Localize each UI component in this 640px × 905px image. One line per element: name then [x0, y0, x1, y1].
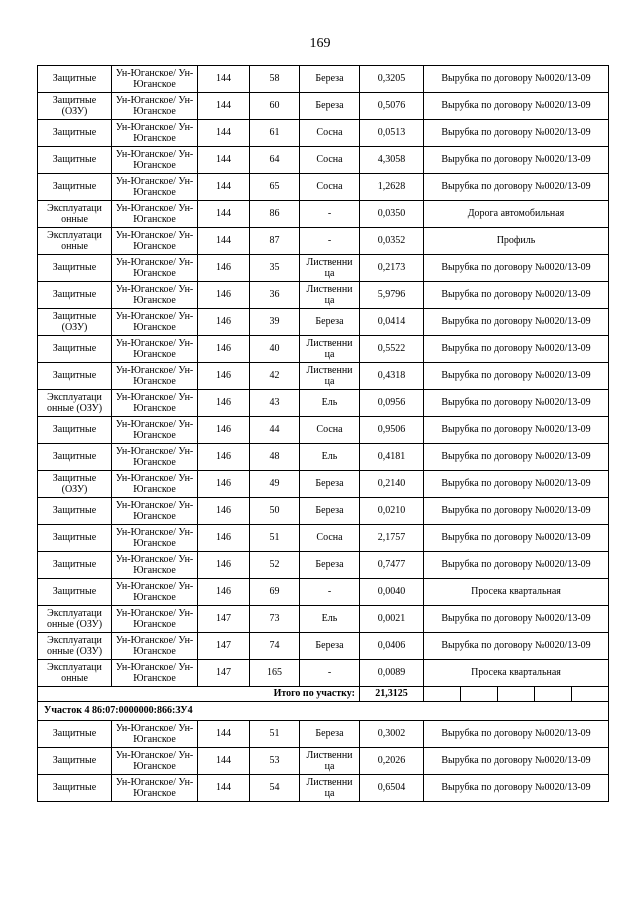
section-cell: 51 — [250, 721, 300, 748]
forestry-cell: Ун-Юганское/ Ун-Юганское — [112, 309, 198, 336]
table-row — [38, 660, 609, 687]
forestry-cell: Ун-Юганское/ Ун-Юганское — [112, 390, 198, 417]
category-cell: Защитные — [38, 120, 112, 147]
purpose-cell: Вырубка по договору №0020/13-09 — [424, 525, 609, 552]
species-cell: Ель — [300, 444, 360, 471]
section-cell: 44 — [250, 417, 300, 444]
total-label: Итого по участку: — [38, 687, 360, 702]
table-row — [38, 174, 609, 201]
section-cell: 87 — [250, 228, 300, 255]
quarter-cell: 146 — [198, 471, 250, 498]
forestry-cell: Ун-Юганское/ Ун-Юганское — [112, 336, 198, 363]
quarter-cell: 146 — [198, 498, 250, 525]
section-cell: 36 — [250, 282, 300, 309]
area-cell: 0,3205 — [360, 66, 424, 93]
purpose-cell: Вырубка по договору №0020/13-09 — [424, 471, 609, 498]
category-cell: Защитные — [38, 721, 112, 748]
forestry-cell: Ун-Юганское/ Ун-Юганское — [112, 525, 198, 552]
category-cell: Защитные — [38, 282, 112, 309]
section-cell: 48 — [250, 444, 300, 471]
table-row — [38, 721, 609, 748]
section-cell: 53 — [250, 748, 300, 775]
category-cell: Защитные — [38, 363, 112, 390]
category-cell: Эксплуатаци онные — [38, 201, 112, 228]
species-cell: Сосна — [300, 174, 360, 201]
purpose-cell: Вырубка по договору №0020/13-09 — [424, 498, 609, 525]
table-row — [38, 606, 609, 633]
quarter-cell: 144 — [198, 721, 250, 748]
section-cell: 40 — [250, 336, 300, 363]
species-cell: - — [300, 579, 360, 606]
purpose-cell: Вырубка по договору №0020/13-09 — [424, 255, 609, 282]
quarter-cell: 146 — [198, 390, 250, 417]
category-cell: Защитные — [38, 417, 112, 444]
forestry-cell: Ун-Юганское/ Ун-Юганское — [112, 228, 198, 255]
forest-plots-table — [37, 65, 609, 802]
species-cell: - — [300, 201, 360, 228]
purpose-cell: Вырубка по договору №0020/13-09 — [424, 417, 609, 444]
purpose-cell: Вырубка по договору №0020/13-09 — [424, 174, 609, 201]
section-cell: 39 — [250, 309, 300, 336]
quarter-cell: 146 — [198, 282, 250, 309]
forestry-cell: Ун-Юганское/ Ун-Юганское — [112, 633, 198, 660]
total-row — [38, 687, 609, 702]
forestry-cell: Ун-Юганское/ Ун-Юганское — [112, 255, 198, 282]
forestry-cell: Ун-Юганское/ Ун-Юганское — [112, 93, 198, 120]
section-cell: 58 — [250, 66, 300, 93]
quarter-cell: 146 — [198, 255, 250, 282]
species-cell: Ель — [300, 390, 360, 417]
species-cell: Ель — [300, 606, 360, 633]
species-cell: Лиственни ца — [300, 775, 360, 802]
forestry-cell: Ун-Юганское/ Ун-Юганское — [112, 282, 198, 309]
species-cell: Береза — [300, 93, 360, 120]
table-row — [38, 633, 609, 660]
purpose-cell: Вырубка по договору №0020/13-09 — [424, 66, 609, 93]
section-cell: 42 — [250, 363, 300, 390]
category-cell: Эксплуатаци онные (ОЗУ) — [38, 390, 112, 417]
purpose-cell: Вырубка по договору №0020/13-09 — [424, 147, 609, 174]
area-cell: 0,2026 — [360, 748, 424, 775]
category-cell: Защитные — [38, 444, 112, 471]
section-cell: 74 — [250, 633, 300, 660]
table-row — [38, 390, 609, 417]
category-cell: Эксплуатаци онные (ОЗУ) — [38, 606, 112, 633]
section-cell: 61 — [250, 120, 300, 147]
species-cell: Лиственни ца — [300, 336, 360, 363]
forestry-cell: Ун-Юганское/ Ун-Юганское — [112, 174, 198, 201]
forestry-cell: Ун-Юганское/ Ун-Юганское — [112, 721, 198, 748]
category-cell: Защитные (ОЗУ) — [38, 309, 112, 336]
species-cell: Береза — [300, 633, 360, 660]
category-cell: Защитные — [38, 498, 112, 525]
forestry-cell: Ун-Юганское/ Ун-Юганское — [112, 147, 198, 174]
forestry-cell: Ун-Юганское/ Ун-Юганское — [112, 552, 198, 579]
section-cell: 54 — [250, 775, 300, 802]
species-cell: Сосна — [300, 147, 360, 174]
quarter-cell: 146 — [198, 579, 250, 606]
forestry-cell: Ун-Юганское/ Ун-Юганское — [112, 120, 198, 147]
quarter-cell: 146 — [198, 363, 250, 390]
species-cell: - — [300, 660, 360, 687]
quarter-cell: 146 — [198, 525, 250, 552]
quarter-cell: 144 — [198, 147, 250, 174]
table-row — [38, 120, 609, 147]
area-cell: 0,5076 — [360, 93, 424, 120]
purpose-cell: Вырубка по договору №0020/13-09 — [424, 120, 609, 147]
category-cell: Защитные — [38, 174, 112, 201]
purpose-cell: Вырубка по договору №0020/13-09 — [424, 93, 609, 120]
purpose-cell: Профиль — [424, 228, 609, 255]
area-cell: 0,0414 — [360, 309, 424, 336]
area-cell: 0,0513 — [360, 120, 424, 147]
quarter-cell: 144 — [198, 228, 250, 255]
page-number: 169 — [309, 36, 331, 51]
species-cell: Лиственни ца — [300, 748, 360, 775]
area-cell: 0,4318 — [360, 363, 424, 390]
section-cell: 69 — [250, 579, 300, 606]
table-row — [38, 552, 609, 579]
quarter-cell: 146 — [198, 417, 250, 444]
species-cell: Сосна — [300, 525, 360, 552]
quarter-cell: 146 — [198, 309, 250, 336]
table-row — [38, 309, 609, 336]
table-row — [38, 363, 609, 390]
area-cell: 0,0210 — [360, 498, 424, 525]
area-cell: 0,0021 — [360, 606, 424, 633]
section-cell: 35 — [250, 255, 300, 282]
category-cell: Эксплуатаци онные — [38, 228, 112, 255]
category-cell: Эксплуатаци онные — [38, 660, 112, 687]
species-cell: Береза — [300, 552, 360, 579]
quarter-cell: 144 — [198, 775, 250, 802]
table-row — [38, 147, 609, 174]
purpose-cell: Вырубка по договору №0020/13-09 — [424, 606, 609, 633]
area-cell: 0,0040 — [360, 579, 424, 606]
quarter-cell: 147 — [198, 633, 250, 660]
forestry-cell: Ун-Юганское/ Ун-Юганское — [112, 748, 198, 775]
quarter-cell: 144 — [198, 201, 250, 228]
category-cell: Защитные — [38, 525, 112, 552]
category-cell: Защитные — [38, 579, 112, 606]
category-cell: Защитные — [38, 66, 112, 93]
area-cell: 5,9796 — [360, 282, 424, 309]
quarter-cell: 146 — [198, 336, 250, 363]
species-cell: Лиственни ца — [300, 282, 360, 309]
purpose-cell: Просека квартальная — [424, 579, 609, 606]
area-cell: 0,7477 — [360, 552, 424, 579]
purpose-cell: Вырубка по договору №0020/13-09 — [424, 748, 609, 775]
table-row — [38, 93, 609, 120]
table-row — [38, 525, 609, 552]
table-row — [38, 471, 609, 498]
purpose-cell: Вырубка по договору №0020/13-09 — [424, 775, 609, 802]
species-cell: Лиственни ца — [300, 363, 360, 390]
area-cell: 2,1757 — [360, 525, 424, 552]
purpose-cell: Вырубка по договору №0020/13-09 — [424, 336, 609, 363]
purpose-cell: Вырубка по договору №0020/13-09 — [424, 309, 609, 336]
area-cell: 0,9506 — [360, 417, 424, 444]
section-cell: 60 — [250, 93, 300, 120]
species-cell: Береза — [300, 471, 360, 498]
forestry-cell: Ун-Юганское/ Ун-Юганское — [112, 471, 198, 498]
purpose-cell: Вырубка по договору №0020/13-09 — [424, 721, 609, 748]
quarter-cell: 147 — [198, 606, 250, 633]
species-cell: Сосна — [300, 417, 360, 444]
forestry-cell: Ун-Юганское/ Ун-Юганское — [112, 66, 198, 93]
forestry-cell: Ун-Юганское/ Ун-Юганское — [112, 201, 198, 228]
table-row — [38, 775, 609, 802]
section-cell: 165 — [250, 660, 300, 687]
area-cell: 0,2140 — [360, 471, 424, 498]
category-cell: Защитные (ОЗУ) — [38, 93, 112, 120]
section-cell: 43 — [250, 390, 300, 417]
quarter-cell: 144 — [198, 93, 250, 120]
purpose-cell: Вырубка по договору №0020/13-09 — [424, 363, 609, 390]
forestry-cell: Ун-Юганское/ Ун-Юганское — [112, 498, 198, 525]
section-cell: 86 — [250, 201, 300, 228]
species-cell: Береза — [300, 309, 360, 336]
area-cell: 0,0956 — [360, 390, 424, 417]
section-cell: 52 — [250, 552, 300, 579]
area-cell: 0,0350 — [360, 201, 424, 228]
species-cell: - — [300, 228, 360, 255]
table-row — [38, 748, 609, 775]
quarter-cell: 144 — [198, 66, 250, 93]
quarter-cell: 146 — [198, 444, 250, 471]
category-cell: Защитные — [38, 147, 112, 174]
forestry-cell: Ун-Юганское/ Ун-Юганское — [112, 363, 198, 390]
table-row — [38, 66, 609, 93]
area-cell: 4,3058 — [360, 147, 424, 174]
forestry-cell: Ун-Юганское/ Ун-Юганское — [112, 579, 198, 606]
section-cell: 64 — [250, 147, 300, 174]
table-row — [38, 228, 609, 255]
category-cell: Защитные — [38, 336, 112, 363]
species-cell: Береза — [300, 66, 360, 93]
quarter-cell: 147 — [198, 660, 250, 687]
category-cell: Защитные — [38, 775, 112, 802]
forestry-cell: Ун-Юганское/ Ун-Юганское — [112, 775, 198, 802]
area-cell: 0,3002 — [360, 721, 424, 748]
table-row — [38, 579, 609, 606]
purpose-cell: Дорога автомобильная — [424, 201, 609, 228]
section-cell: 65 — [250, 174, 300, 201]
category-cell: Защитные — [38, 748, 112, 775]
species-cell: Береза — [300, 498, 360, 525]
area-cell: 0,0352 — [360, 228, 424, 255]
table-row — [38, 255, 609, 282]
category-cell: Защитные (ОЗУ) — [38, 471, 112, 498]
category-cell: Защитные — [38, 255, 112, 282]
forestry-cell: Ун-Юганское/ Ун-Юганское — [112, 606, 198, 633]
table-row — [38, 336, 609, 363]
category-cell: Защитные — [38, 552, 112, 579]
area-cell: 0,4181 — [360, 444, 424, 471]
area-cell: 0,0089 — [360, 660, 424, 687]
quarter-cell: 144 — [198, 120, 250, 147]
area-cell: 0,6504 — [360, 775, 424, 802]
area-cell: 0,5522 — [360, 336, 424, 363]
section-cell: 51 — [250, 525, 300, 552]
total-empty-cells — [424, 687, 609, 702]
purpose-cell: Вырубка по договору №0020/13-09 — [424, 552, 609, 579]
forestry-cell: Ун-Юганское/ Ун-Юганское — [112, 660, 198, 687]
area-cell: 0,2173 — [360, 255, 424, 282]
species-cell: Береза — [300, 721, 360, 748]
purpose-cell: Вырубка по договору №0020/13-09 — [424, 282, 609, 309]
purpose-cell: Просека квартальная — [424, 660, 609, 687]
total-value: 21,3125 — [360, 687, 424, 702]
section-cell: 49 — [250, 471, 300, 498]
section-title: Участок 4 86:07:0000000:866:ЗУ4 — [38, 702, 609, 721]
table-row — [38, 282, 609, 309]
quarter-cell: 144 — [198, 748, 250, 775]
table-row — [38, 498, 609, 525]
purpose-cell: Вырубка по договору №0020/13-09 — [424, 390, 609, 417]
table-row — [38, 201, 609, 228]
table-row — [38, 417, 609, 444]
quarter-cell: 144 — [198, 174, 250, 201]
forestry-cell: Ун-Юганское/ Ун-Юганское — [112, 417, 198, 444]
category-cell: Эксплуатаци онные (ОЗУ) — [38, 633, 112, 660]
species-cell: Сосна — [300, 120, 360, 147]
table-row — [38, 444, 609, 471]
species-cell: Лиственни ца — [300, 255, 360, 282]
purpose-cell: Вырубка по договору №0020/13-09 — [424, 444, 609, 471]
purpose-cell: Вырубка по договору №0020/13-09 — [424, 633, 609, 660]
section-cell: 73 — [250, 606, 300, 633]
quarter-cell: 146 — [198, 552, 250, 579]
section-cell: 50 — [250, 498, 300, 525]
forestry-cell: Ун-Юганское/ Ун-Юганское — [112, 444, 198, 471]
section-header-row — [38, 702, 609, 721]
area-cell: 1,2628 — [360, 174, 424, 201]
area-cell: 0,0406 — [360, 633, 424, 660]
